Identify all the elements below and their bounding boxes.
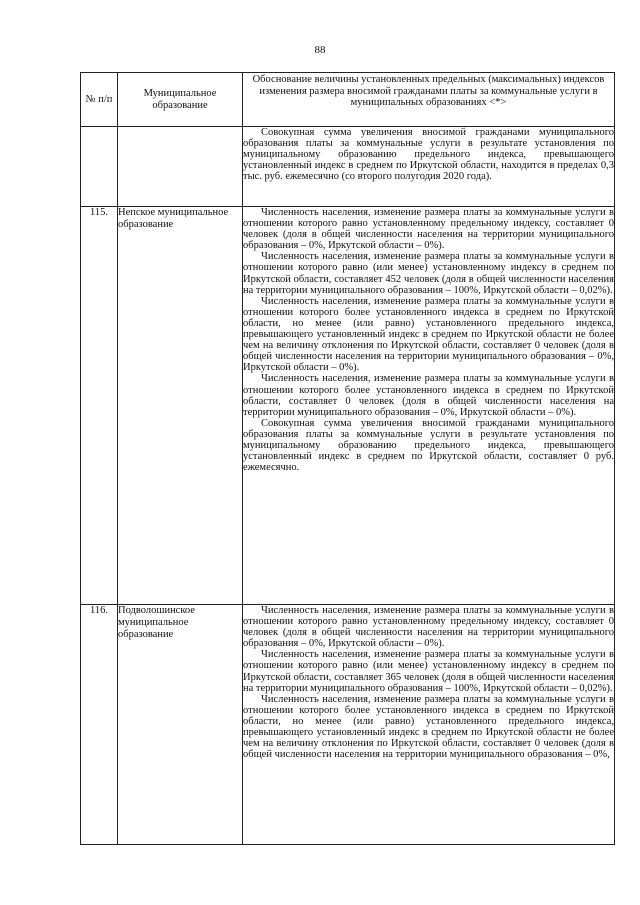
paragraph: Численность населения, изменение размера платы за коммунальные услуги в отношении которого равно установленному предельному индексу, составляет 0 человек (доля в общей численности населения на территории муниципального образования – 0%, Иркутской области – 0%). bbox=[243, 207, 614, 252]
paragraph: Численность населения, изменение размера платы за коммунальные услуги в отношении которого более установленного индекса в среднем по Иркутской области, но менее (или равно) установленного предельного индекса, превышающего установленный индекс в среднем по Иркутской области не более чем на величину отклонения по Иркутской области, составляет 0 человек (доля в общей численности населения на территории муниципального образования – 0%, Иркутской области – 0%). bbox=[243, 295, 614, 374]
row-municipality: Непское муниципальное образование bbox=[118, 207, 243, 605]
table-row bbox=[81, 605, 615, 845]
paragraph: Совокупная сумма увеличения вносимой гражданами муниципального образования платы за коммунальные услуги в результате установления по муниципальному образованию предельного индекса, превышающего установленный индекс в среднем по Иркутской области, составляет 0 руб. ежемесячно. bbox=[243, 417, 614, 474]
header-municipality: Муниципальное образование bbox=[118, 73, 243, 127]
paragraph: Численность населения, изменение размера платы за коммунальные услуги в отношении которого более установленного индекса в среднем по Иркутской области, составляет 0 человек (доля в общей численности населения на территории муниципального образования – 0%, Иркутской области – 0%). bbox=[243, 373, 614, 418]
cell-number-empty bbox=[81, 127, 118, 207]
header-number: № п/п bbox=[81, 73, 118, 127]
paragraph: Численность населения, изменение размера платы за коммунальные услуги в отношении которого более установленного индекса в среднем по Иркутской области, но менее (или равно) установленного предельного индекса, превышающего установленный индекс в среднем по Иркутской области не более чем на величину отклонения по Иркутской области, составляет 0 человек (доля в общей численности населения на территории муниципального образования – 0%, bbox=[243, 693, 614, 761]
paragraph: Численность населения, изменение размера платы за коммунальные услуги в отношении которого равно (или менее) установленному индексу в среднем по Иркутской области, составляет 365 человек (доля в общей численности населения на территории муниципального образования – 100%, Иркутской области – 0,02%). bbox=[243, 649, 614, 694]
row-number: 115. bbox=[81, 207, 118, 605]
cell-basis-continuation bbox=[243, 127, 615, 207]
row-basis bbox=[243, 207, 615, 605]
paragraph: Совокупная сумма увеличения вносимой гражданами муниципального образования платы за коммунальные услуги в результате установления по муниципальному образованию предельного индекса, превышающего установленный индекс в среднем по Иркутской области, находится в пределах 0,3 тыс. руб. ежемесячно (со второго полугодия 2020 года). bbox=[243, 127, 614, 183]
row-municipality: Подволошинское муниципальное образование bbox=[118, 605, 243, 845]
header-basis: Обоснование величины установленных предельных (максимальных) индексов изменения размера вносимой гражданами платы за коммунальные услуги в муниципальных образованиях <*> bbox=[243, 73, 615, 127]
page-number: 88 bbox=[314, 44, 326, 56]
table-row-continuation bbox=[81, 127, 615, 207]
row-basis bbox=[243, 605, 615, 845]
cell-municipality-empty bbox=[118, 127, 243, 207]
row-number: 116. bbox=[81, 605, 118, 845]
table-header-row bbox=[81, 73, 615, 127]
table-row bbox=[81, 207, 615, 605]
paragraph: Численность населения, изменение размера платы за коммунальные услуги в отношении которого равно установленному предельному индексу, составляет 0 человек (доля в общей численности населения на территории муниципального образования – 0%, Иркутской области – 0%). bbox=[243, 605, 614, 650]
paragraph: Численность населения, изменение размера платы за коммунальные услуги в отношении которого равно (или менее) установленному индексу в среднем по Иркутской области, составляет 452 человек (доля в общей численности населения на территории муниципального образования – 100%, Иркутской области – 0,02%). bbox=[243, 251, 614, 296]
index-justification-table bbox=[80, 72, 615, 845]
